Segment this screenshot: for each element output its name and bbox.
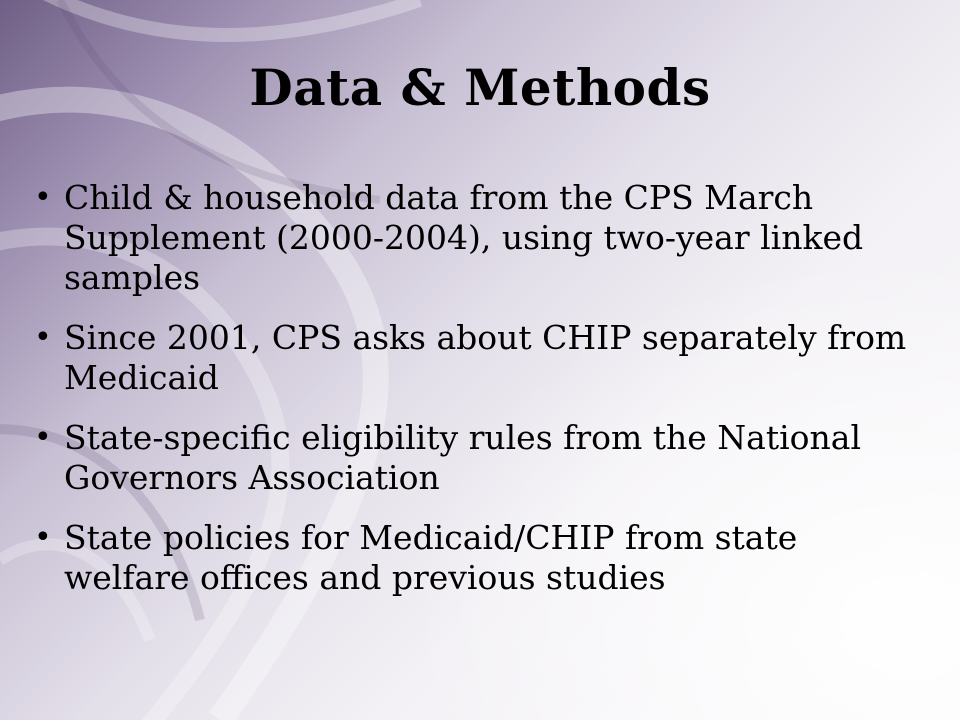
bullet-list — [30, 178, 930, 618]
bullet-icon: • — [34, 320, 52, 355]
bullet-item — [30, 178, 930, 298]
bullet-item — [30, 518, 930, 598]
bullet-item — [30, 418, 930, 498]
bullet-icon: • — [34, 420, 52, 455]
bullet-text: Child & household data from the CPS March Supplement (2000-2004), using two-year linked samples — [64, 178, 864, 297]
bullet-text: Since 2001, CPS asks about CHIP separately from Medicaid — [64, 318, 907, 397]
slide-title: Data & Methods — [249, 58, 711, 117]
bullet-icon: • — [34, 520, 52, 555]
bullet-item — [30, 318, 930, 398]
bullet-text: State-specific eligibility rules from the National Governors Association — [64, 418, 862, 497]
bullet-text: State policies for Medicaid/CHIP from state welfare offices and previous studies — [64, 518, 798, 597]
bullet-icon: • — [34, 180, 52, 215]
